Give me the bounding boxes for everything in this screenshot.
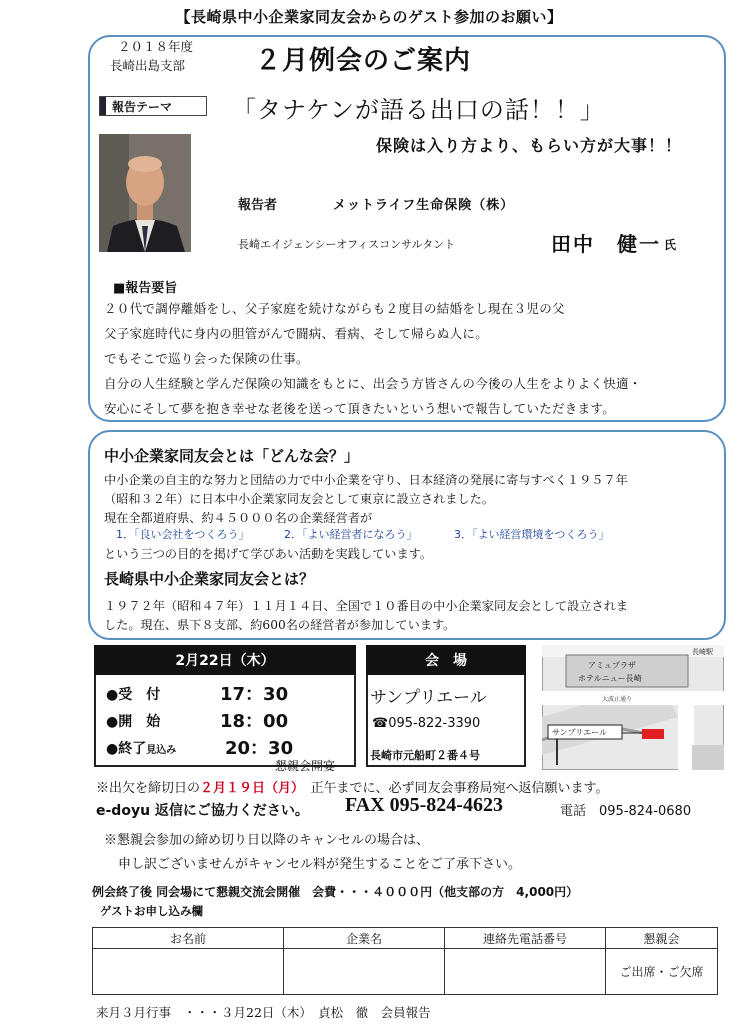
branch-name: 長崎出島支部	[110, 58, 186, 73]
goal-item: 1．「良い会社をつくろう」	[116, 528, 250, 541]
attendance-field[interactable]: ご出席・ご欠席	[606, 949, 718, 995]
column-header: 連絡先電話番号	[445, 928, 606, 949]
map-illustration	[542, 645, 724, 770]
name-field[interactable]	[93, 949, 284, 995]
speaker-name: 田中 健一	[551, 232, 661, 256]
speaker-honorific: 氏	[664, 238, 677, 252]
venue-phone: ☎095-822-3390	[372, 716, 481, 731]
venue-address: 長崎市元船町２番４号	[370, 749, 480, 762]
cancel-notice: ※懇親会参加の締め切り日以降のキャンセルの場合は、	[104, 833, 430, 848]
reporter-company: メットライフ生命保険（株）	[333, 198, 515, 213]
map-hotel-label: ホテルニュー長崎	[578, 674, 642, 683]
guest-form-label: ゲストお申し込み欄	[100, 904, 204, 918]
about-heading: 中小企業家同友会とは「どんな会？」	[104, 447, 360, 465]
schedule-date: 2月22日（木）	[94, 645, 356, 675]
theme-label-text: 報告テーマ	[112, 99, 173, 114]
schedule-label: ●開 始	[106, 714, 161, 730]
schedule-label-end	[106, 738, 176, 758]
next-month-event: 来月３月行事 ・・・３月22日（木） 貞松 徹 会員報告	[96, 1005, 431, 1020]
about-line: 現在全都道府県、約４５０００名の企業経営者が	[104, 511, 373, 525]
goal-item: 2．「よい経営者になろう」	[284, 528, 418, 541]
summary-line: でもそこで巡り会った保険の仕事。	[104, 351, 309, 366]
map-station-label: 長崎駅	[692, 648, 713, 656]
goal-item: 3．「よい経営環境をつくろう」	[454, 528, 610, 541]
label-bar-icon	[100, 97, 106, 115]
about-line: （昭和３２年）に日本中小企業家同友会として東京に設立されました。	[104, 492, 494, 506]
page-title: ２月例会のご案内	[255, 46, 472, 76]
notice-text: ※出欠を締切日の	[96, 781, 201, 796]
summary-line: 安心にそして夢を抱き幸せな老後を送って頂きたいという想いで報告していただきます。	[104, 401, 616, 416]
nagasaki-heading: 長崎県中小企業家同友会とは？	[104, 570, 315, 588]
nagasaki-line: した。現在、県下８支部、約600名の経営者が参加しています。	[104, 618, 456, 632]
company-field[interactable]	[284, 949, 445, 995]
edoyu-request: e-doyu 返信にご協力ください。	[96, 803, 309, 819]
fiscal-year: ２０１８年度	[118, 39, 194, 54]
deadline-date: ２月１９日（月）	[200, 781, 298, 796]
about-line: 中小企業の自主的な努力と団結の力で中小企業を守り、日本経済の発展に寄与すべく１９５７年	[104, 473, 628, 487]
column-header: お名前	[93, 928, 284, 949]
guest-request-banner: 【長崎県中小企業家同友会からのゲスト参加のお願い】	[175, 8, 563, 26]
guest-signup-table	[92, 927, 718, 995]
map-mall-label: アミュプラザ	[588, 661, 636, 670]
schedule-time: 17：30	[220, 684, 289, 705]
schedule-time: 20：30	[225, 738, 294, 759]
venue-heading: 会 場	[366, 645, 526, 675]
venue-map	[542, 645, 724, 770]
schedule-time: 18：00	[220, 711, 289, 732]
speaker-portrait-icon	[99, 134, 191, 252]
venue-name: サンプリエール	[370, 688, 487, 708]
summary-line: 父子家庭時代に身内の胆管がんで闘病、看病、そして帰らぬ人に。	[104, 326, 489, 341]
phone-field[interactable]	[445, 949, 606, 995]
party-start: 懇親会開宴	[275, 759, 336, 773]
notice-text: 正午までに、必ず同友会事務局宛へ返信願います。	[310, 781, 609, 796]
speaker-photo	[99, 134, 191, 252]
report-topic: 「タナケンが語る出口の話！！」	[232, 96, 605, 124]
reporter-office: 長崎エイジェンシーオフィスコンサルタント	[238, 238, 456, 251]
cancel-notice-detail: 申し訳ございませんがキャンセル料が発生することをご了承下さい。	[118, 857, 522, 872]
summary-line: ２０代で調停離婚をし、父子家庭を続けながらも２度目の結婚をし現在３児の父	[104, 301, 565, 316]
map-venue-label: サンプリエール	[552, 728, 607, 737]
fax-number: FAX 095-824-4623	[345, 794, 503, 816]
schedule-label: ●終了	[106, 741, 147, 757]
schedule-sublabel: 見込み	[146, 745, 177, 756]
summary-line: 自分の人生経験と学んだ保険の知識をもとに、出会う方皆さんの今後の人生をよりよく快適・	[104, 376, 642, 391]
schedule-label: ●受 付	[106, 687, 161, 703]
reporter-label: 報告者	[238, 198, 278, 213]
map-street-label: 大波止通り	[602, 696, 633, 703]
nagasaki-line: １９７２年（昭和４７年）１１月１４日、全国で１０番目の中小企業家同友会として設立されま	[104, 599, 629, 613]
social-gathering-info: 例会終了後 同会場にて懇親交流会開催 会費・・・４０００円（他支部の方 4,000円）	[92, 885, 579, 899]
column-header: 懇親会	[606, 928, 718, 949]
report-subtopic: 保険は入り方より、もらい方が大事！！	[376, 136, 683, 155]
about-closing: という三つの目的を掲げて学びあい活動を実践しています。	[104, 547, 433, 561]
summary-heading: ■報告要旨	[113, 281, 178, 296]
column-header: 企業名	[284, 928, 445, 949]
theme-label	[99, 96, 207, 116]
phone-number: 電話 095-824-0680	[560, 804, 692, 819]
